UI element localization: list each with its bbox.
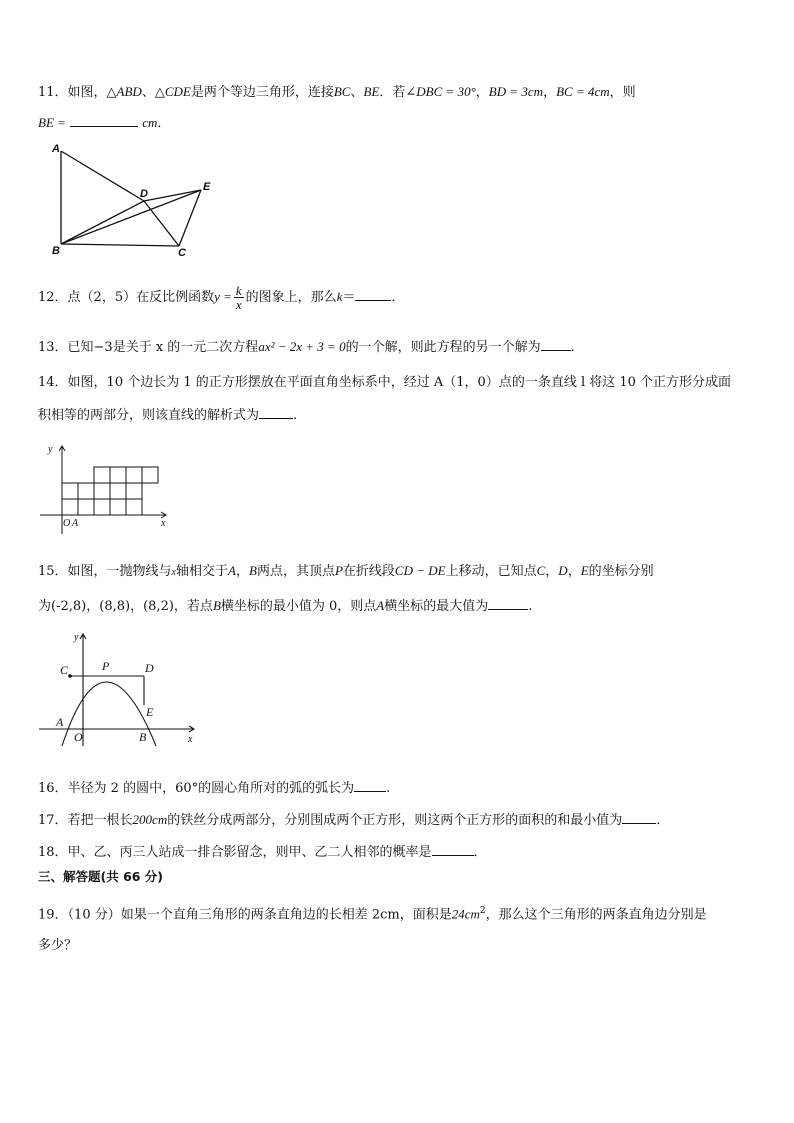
label-P: P [102,659,110,673]
answer-blank[interactable] [432,843,474,856]
q14-squares-figure [34,438,174,538]
q15-parabola-figure [34,628,199,750]
q19-line2: 多少？ [38,938,78,953]
label-x: x [188,734,193,745]
answer-blank[interactable] [488,597,528,610]
label-B: B [139,730,147,744]
label-A: A [56,715,64,729]
answer-blank[interactable] [259,406,293,419]
label-O: O [63,518,71,529]
label-E: E [203,181,211,193]
q11-line2: BE = cm． [38,115,171,131]
label-D: D [145,661,154,675]
q11-line1: 11．如图，△ABD、△CDE是两个等边三角形，连接BC、BE．若∠DBC = 30°，BD = 3cm，BC = 4cm，则 [38,84,636,100]
answer-blank[interactable] [622,811,656,824]
q14-line2: 积相等的两部分，则该直线的解析式为 . [38,408,298,423]
q18-line: 18．甲、乙、丙三人站成一排合影留念，则甲、乙二人相邻的概率是 ． [38,845,487,860]
label-C: C [60,663,69,677]
q16-line: 16．半径为 2 的圆中，60°的圆心角所对的弧的弧长为 . [38,781,391,796]
label-x: x [161,518,166,529]
q15-line1: 15．如图，一抛物线与x轴相交于A，B两点，其顶点P在折线段CD − DE上移动，已知点C，D，E的坐标分别 [38,563,654,579]
answer-blank[interactable] [70,114,138,127]
label-y: y [74,632,79,643]
q12-line: 12．点（2，5）在反比例函数y = $\frac{k}{x}$ 的图象上，那么k＝ ． [38,283,405,312]
fraction-k-over-x: $\frac{k}{x}$ [235,283,242,312]
q13-line: 13．已知−3是关于 x 的一元二次方程ax² − 2x + 3 = 0的一个解，则此方程的另一个解为 ． [38,339,584,355]
q14-line1: 14．如图，10 个边长为 1 的正方形摆放在平面直角坐标系中，经过 A（1，0）点的一条直线 l 将这 10 个正方形分成面 [38,375,732,390]
label-E: E [146,705,154,719]
label-A: A [72,518,79,529]
section-heading: 三、解答题(共 66 分) [38,869,164,884]
answer-blank[interactable] [541,338,571,351]
label-D: D [140,188,148,200]
label-A: A [52,143,60,155]
q11-triangle-figure [40,140,230,260]
q17-line: 17．若把一根长200cm的铁丝分成两部分，分别围成两个正方形，则这两个正方形的面积的和最小值为 ． [38,812,670,828]
answer-blank[interactable] [354,779,386,792]
answer-blank[interactable] [355,288,391,301]
label-O: O [74,730,83,744]
label-C: C [178,247,186,259]
label-B: B [52,245,60,257]
label-y: y [48,444,53,455]
q19-line1: 19．（10 分）如果一个直角三角形的两条直角边的长相差 2cm，面积是$24cm^2$，那么这个三角形的两条直角边分别是 [38,906,707,923]
q15-line2: 为(-2,8)，(8,8)，(8,2)，若点B横坐标的最小值为 0，则点A横坐标的最大值为 . [38,598,533,614]
